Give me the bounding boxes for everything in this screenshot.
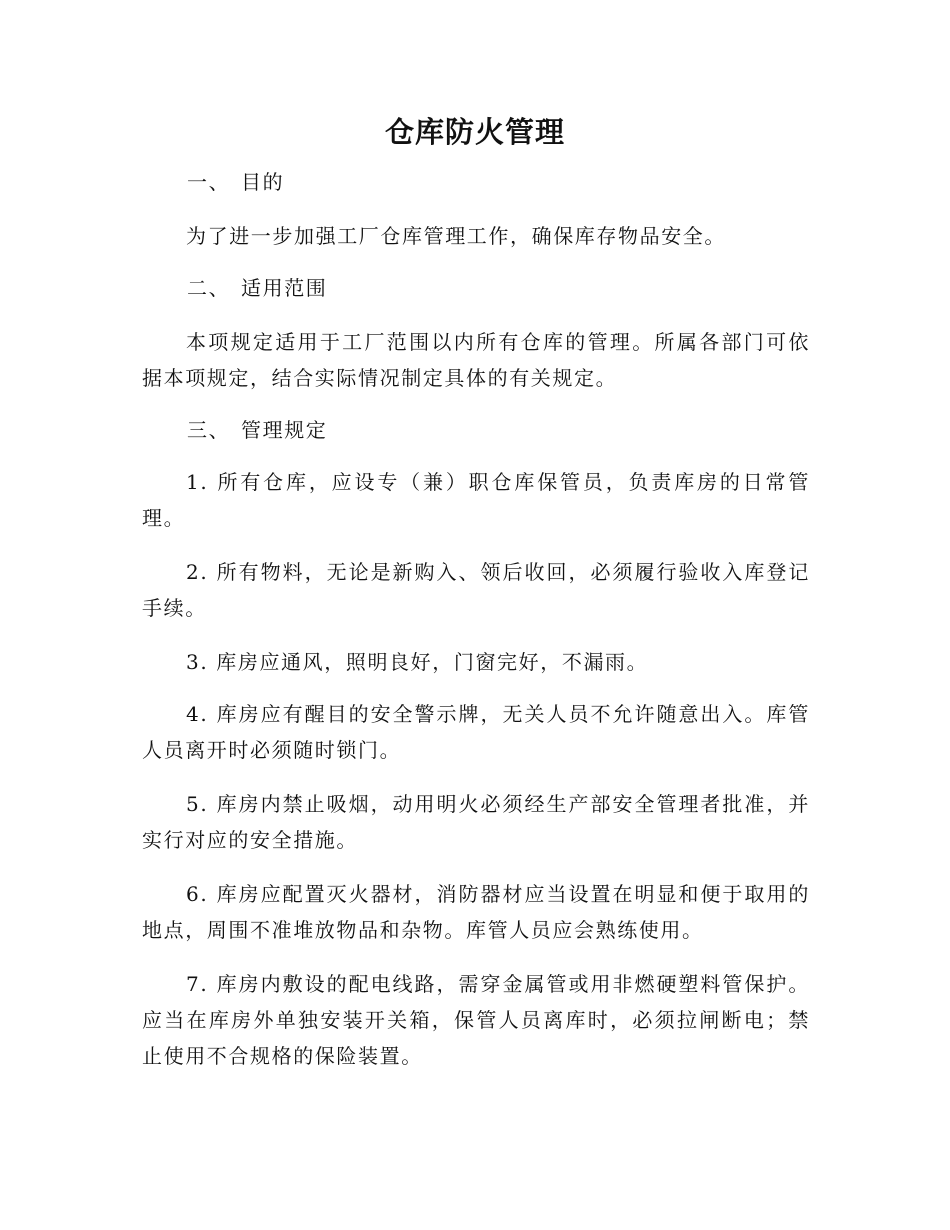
rule-item: 3. 库房应通风，照明良好，门窗完好，不漏雨。 bbox=[186, 650, 649, 674]
paragraph-scope: 本项规定适用于工厂范围以内所有仓库的管理。所属各部门可依据本项规定，结合实际情况制定具体的有关规定。 bbox=[142, 330, 810, 390]
rule-item: 5. 库房内禁止吸烟，动用明火必须经生产部安全管理者批准，并实行对应的安全措施。 bbox=[142, 792, 810, 852]
section-heading-rules bbox=[187, 412, 327, 448]
section-number: 一、 bbox=[187, 170, 231, 194]
section-number: 二、 bbox=[187, 276, 231, 300]
section-heading-purpose bbox=[187, 164, 284, 200]
section-heading-scope bbox=[187, 270, 327, 306]
section-number: 三、 bbox=[187, 418, 231, 442]
rule-item: 7. 库房内敷设的配电线路，需穿金属管或用非燃硬塑料管保护。应当在库房外单独安装开关箱，保管人员离库时，必须拉闸断电；禁止使用不合规格的保险装置。 bbox=[142, 972, 810, 1068]
section-title: 管理规定 bbox=[241, 418, 328, 442]
section-title: 目的 bbox=[241, 170, 285, 194]
rule-item: 6. 库房应配置灭火器材，消防器材应当设置在明显和便于取用的地点，周围不准堆放物品和杂物。库管人员应会熟练使用。 bbox=[142, 882, 810, 942]
rule-item: 4. 库房应有醒目的安全警示牌，无关人员不允许随意出入。库管人员离开时必须随时锁门。 bbox=[142, 702, 810, 762]
rule-item: 1. 所有仓库，应设专（兼）职仓库保管员，负责库房的日常管理。 bbox=[142, 470, 810, 530]
section-title: 适用范围 bbox=[241, 276, 328, 300]
rule-item: 2. 所有物料，无论是新购入、领后收回，必须履行验收入库登记手续。 bbox=[142, 560, 810, 620]
paragraph-purpose: 为了进一步加强工厂仓库管理工作，确保库存物品安全。 bbox=[186, 224, 726, 248]
document-title: 仓库防火管理 bbox=[384, 115, 565, 149]
